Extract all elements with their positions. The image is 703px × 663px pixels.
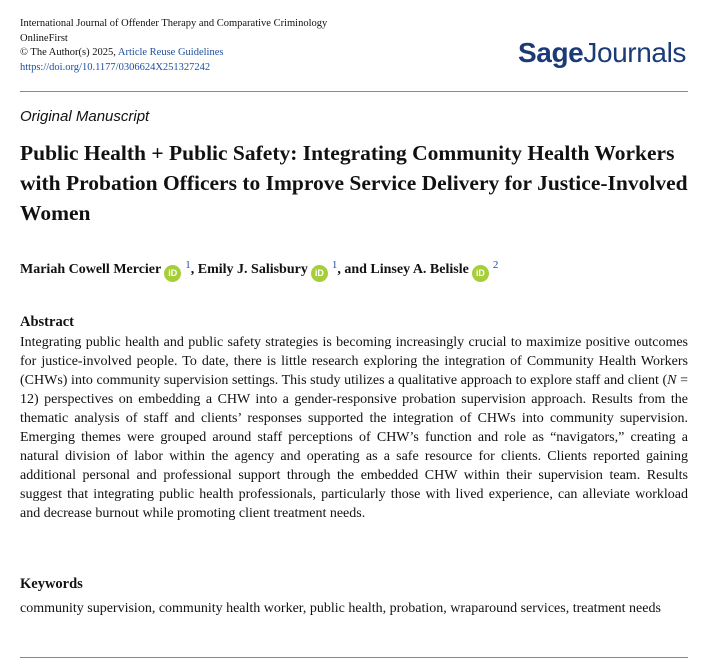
abstract-part-2: ) perspectives on embedding a CHW into a gender-responsive probation supervision approach. Results from the thematic analysis of staff and clients’ responses supported the integration of CHWs into community supervision. Emerging themes were grouped around staff perceptions of CHW’s function and role as “navigators,” creating a natural division of labor within the agency and operating as a safe resource for clients. Clients reported gaining additional personal and professional support through the embedded CHW within their supervision team. Results suggest that integrating public health professionals, particularly those with lived experience, can alleviate workload and decrease burnout while promoting client treatment needs. bbox=[20, 392, 688, 521]
article-header bbox=[20, 17, 688, 79]
article-page bbox=[20, 0, 688, 663]
footer-divider bbox=[20, 657, 688, 658]
doi-link[interactable]: https://doi.org/10.1177/0306624X251327242 bbox=[20, 61, 211, 73]
affiliation-marker[interactable]: 1 bbox=[331, 259, 338, 271]
journal-name: International Journal of Offender Therapy and Comparative Criminology bbox=[20, 18, 328, 29]
author-name[interactable]: Emily J. Salisbury bbox=[197, 262, 308, 277]
affiliation-marker[interactable]: 2 bbox=[492, 259, 499, 271]
sample-size-value: = 12 bbox=[20, 373, 688, 407]
author-separator: , and bbox=[337, 262, 367, 277]
keywords-text: community supervision, community health worker, public health, probation, wraparound services, treatment needs bbox=[20, 601, 661, 616]
author-separator: , bbox=[190, 262, 195, 277]
abstract-part-1: Integrating public health and public safety strategies is becoming increasingly crucial to maximize positive outcomes for justice-involved people. To date, there is little research exploring the integration of Community Health Workers (CHWs) into community supervision settings. This study utilizes a qualitative approach to explore staff and client ( bbox=[20, 335, 688, 388]
brand-bold: Sage bbox=[518, 37, 584, 68]
abstract-heading: Abstract bbox=[20, 314, 74, 330]
sample-size-var: N bbox=[667, 373, 677, 388]
article-type: Original Manuscript bbox=[20, 108, 150, 125]
author-name[interactable]: Mariah Cowell Mercier bbox=[20, 262, 162, 277]
orcid-icon[interactable]: iD bbox=[311, 265, 328, 282]
author-list bbox=[20, 259, 498, 282]
copyright-text: © The Author(s) 2025, bbox=[20, 47, 116, 58]
reuse-guidelines-link[interactable]: Article Reuse Guidelines bbox=[117, 47, 224, 58]
header-divider bbox=[20, 91, 688, 92]
orcid-icon[interactable]: iD bbox=[472, 265, 489, 282]
author-name[interactable]: Linsey A. Belisle bbox=[370, 262, 469, 277]
keywords-heading: Keywords bbox=[20, 576, 83, 592]
article-title: Public Health + Public Safety: Integrating Community Health Workers with Probation Officers to Improve Service Delivery for Justice-Involved Women bbox=[20, 141, 688, 225]
brand-light: Journals bbox=[583, 37, 686, 68]
affiliation-marker[interactable]: 1 bbox=[185, 259, 191, 271]
orcid-icon[interactable]: iD bbox=[164, 265, 181, 282]
abstract-text bbox=[20, 333, 688, 523]
sage-journals-logo[interactable] bbox=[518, 37, 686, 69]
publication-status: OnlineFirst bbox=[20, 32, 68, 44]
